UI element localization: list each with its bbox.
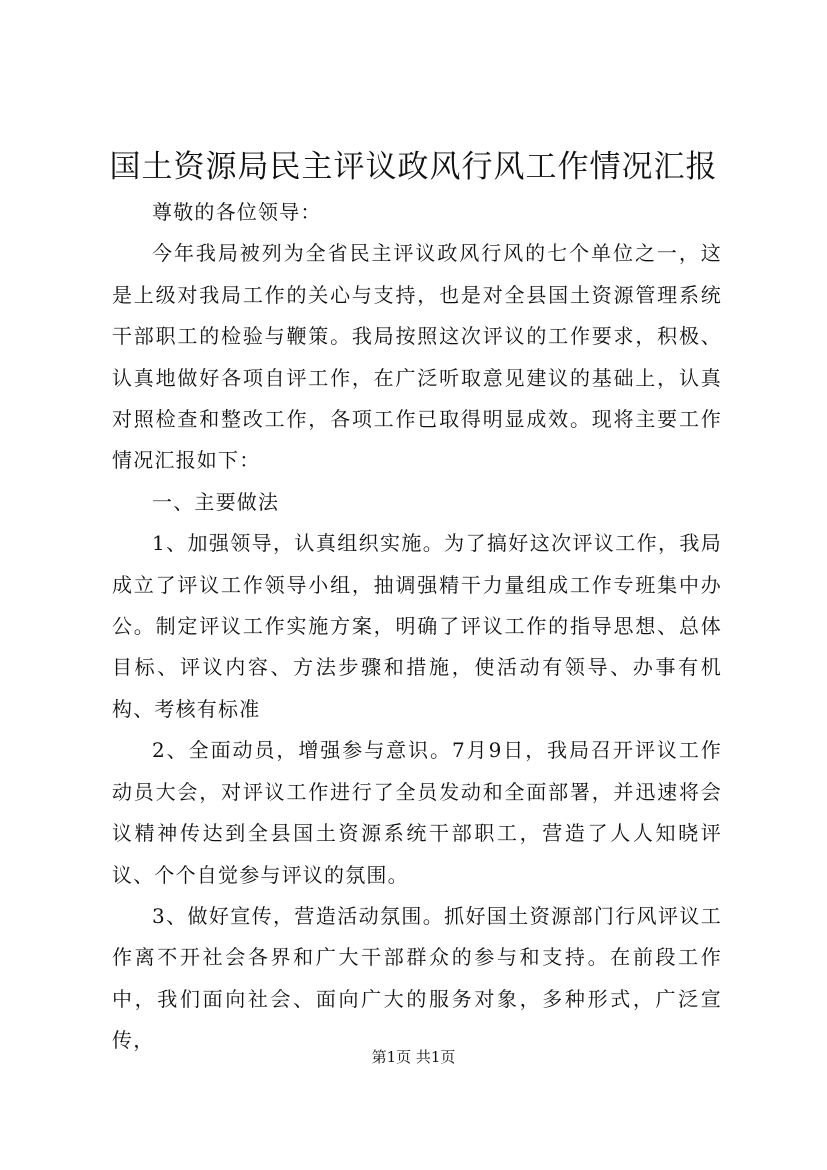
item-2-paragraph: 2、全面动员，增强参与意识。7月9日，我局召开评议工作动员大会，对评议工作进行了全员发动和全面部署，并迅速将会议精神传达到全县国土资源系统干部职工，营造了人人知晓评议、个个自觉参与评议的氛围。 xyxy=(112,738,722,887)
document-title: 国土资源局民主评议政风行风工作情况汇报 xyxy=(109,149,718,185)
document-body xyxy=(112,192,722,1062)
item-3-paragraph: 3、做好宣传，营造活动氛围。抓好国土资源部门行风评议工作离不开社会各界和广大干部群众的参与和支持。在前段工作中，我们面向社会、面向广大的服务对象，多种形式，广泛宣传， xyxy=(112,903,722,1053)
section-heading: 一、主要做法 xyxy=(152,489,280,514)
item-1-paragraph: 1、加强领导，认真组织实施。为了搞好这次评议工作，我局成立了评议工作领导小组，抽调强精干力量组成工作专班集中办公。制定评议工作实施方案，明确了评议工作的指导思想、总体目标、评议内容、方法步骤和措施，使活动有领导、办事有机构、考核有标准 xyxy=(112,531,722,721)
salutation: 尊敬的各位领导： xyxy=(152,200,322,224)
intro-paragraph: 今年我局被列为全省民主评议政风行风的七个单位之一，这是上级对我局工作的关心与支持，也是对全县国土资源管理系统干部职工的检验与鞭策。我局按照这次评议的工作要求，积极、认真地做好各项自评工作，在广泛听取意见建议的基础上，认真对照检查和整改工作，各项工作已取得明显成效。现将主要工作情况汇报如下： xyxy=(112,241,722,473)
page-footer: 第1页 共1页 xyxy=(371,1048,456,1066)
